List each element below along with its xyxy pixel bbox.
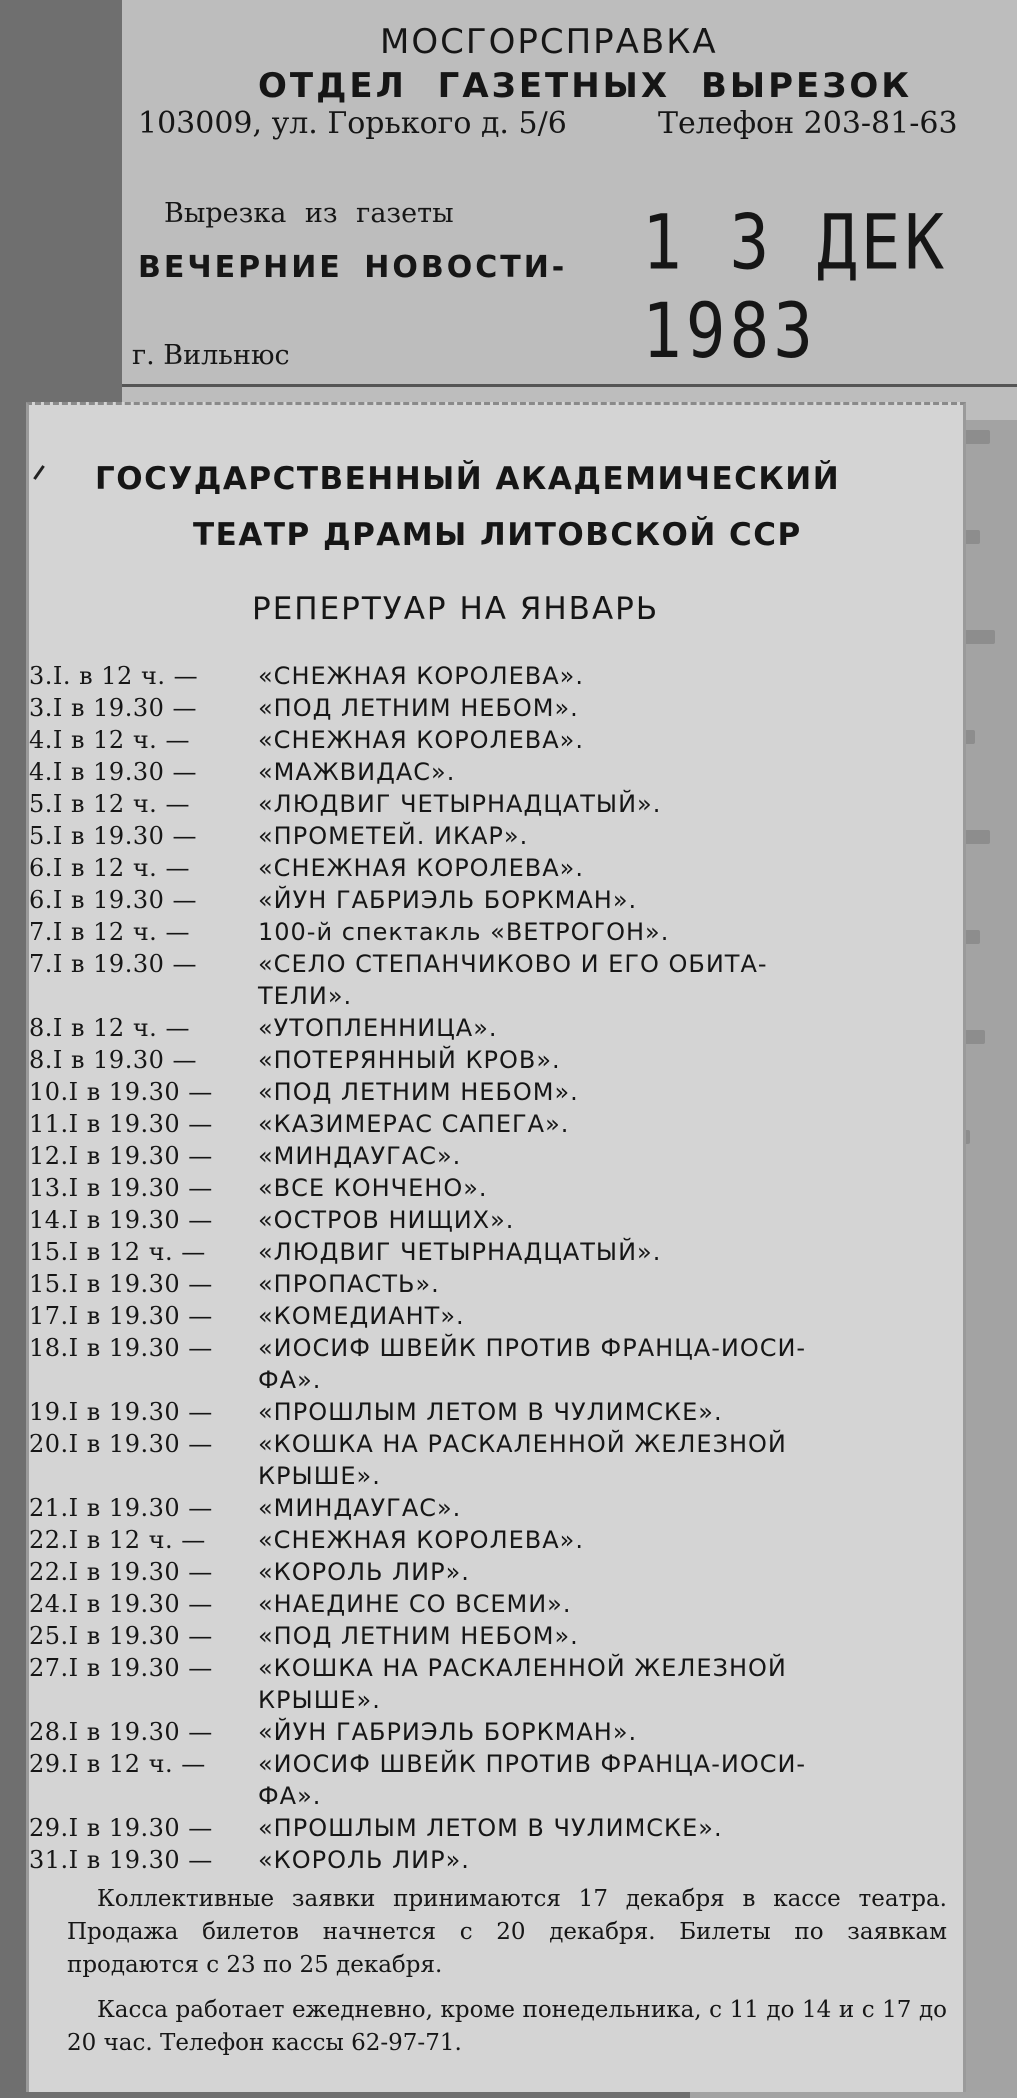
performance-title: «ПОД ЛЕТНИМ НЕБОМ». (258, 1622, 579, 1650)
city-label: г. Вильнюс (132, 340, 290, 371)
performance-title: «МИНДАУГАС». (258, 1142, 462, 1170)
performance-datetime: 22.I в 19.30 — (29, 1558, 213, 1586)
performance-datetime: 8.I в 12 ч. — (29, 1014, 190, 1042)
performance-title: «КОМЕДИАНТ». (258, 1302, 465, 1330)
performance-datetime: 24.I в 19.30 — (29, 1590, 213, 1618)
repertoire-row (29, 1748, 969, 1780)
repertoire-row (29, 788, 969, 820)
repertoire-row (29, 1620, 969, 1652)
performance-datetime: 25.I в 19.30 — (29, 1622, 213, 1650)
performance-datetime: 20.I в 19.30 — (29, 1430, 213, 1458)
repertoire-row (29, 1300, 969, 1332)
performance-title: «ОСТРОВ НИЩИХ». (258, 1206, 515, 1234)
repertoire-row (29, 756, 969, 788)
performance-title: «КОРОЛЬ ЛИР». (258, 1558, 470, 1586)
performance-title: ТЕЛИ». (258, 982, 353, 1010)
performance-datetime: 7.I в 19.30 — (29, 950, 197, 978)
performance-datetime: 4.I в 19.30 — (29, 758, 197, 786)
repertoire-heading: РЕПЕРТУАР НА ЯНВАРЬ (252, 591, 660, 627)
performance-datetime: 5.I в 19.30 — (29, 822, 197, 850)
performance-title: «ПОТЕРЯННЫЙ КРОВ». (258, 1046, 561, 1074)
performance-datetime: 15.I в 19.30 — (29, 1270, 213, 1298)
repertoire-list (29, 660, 969, 1876)
performance-datetime: 11.I в 19.30 — (29, 1110, 213, 1138)
repertoire-row (29, 1428, 969, 1460)
performance-datetime: 15.I в 12 ч. — (29, 1238, 206, 1266)
repertoire-row-continuation (29, 980, 969, 1012)
newspaper-clipping (26, 402, 966, 2092)
repertoire-row (29, 1332, 969, 1364)
performance-title: «КАЗИМЕРАС САПЕГА». (258, 1110, 570, 1138)
repertoire-row (29, 1268, 969, 1300)
repertoire-row (29, 1844, 969, 1876)
performance-title: «КОШКА НА РАСКАЛЕННОЙ ЖЕЛЕЗНОЙ (258, 1654, 787, 1682)
performance-title: 100-й спектакль «ВЕТРОГОН». (258, 918, 670, 946)
performance-datetime: 3.I в 19.30 — (29, 694, 197, 722)
performance-title: «НАЕДИНЕ СО ВСЕМИ». (258, 1590, 572, 1618)
cut-label: Вырезка из газеты (164, 198, 454, 229)
performance-title: «СНЕЖНАЯ КОРОЛЕВА». (258, 1526, 584, 1554)
archive-stamp-card (122, 0, 1017, 420)
performance-datetime: 22.I в 12 ч. — (29, 1526, 206, 1554)
repertoire-row (29, 1076, 969, 1108)
performance-datetime: 29.I в 12 ч. — (29, 1750, 206, 1778)
performance-datetime: 21.I в 19.30 — (29, 1494, 213, 1522)
performance-title: «ЙУН ГАБРИЭЛЬ БОРКМАН». (258, 886, 638, 914)
theatre-title-line1: ГОСУДАРСТВЕННЫЙ АКАДЕМИЧЕСКИЙ (95, 461, 841, 497)
performance-datetime: 12.I в 19.30 — (29, 1142, 213, 1170)
performance-title: «ПОД ЛЕТНИМ НЕБОМ». (258, 1078, 579, 1106)
repertoire-row (29, 1556, 969, 1588)
repertoire-row (29, 1812, 969, 1844)
repertoire-row (29, 1524, 969, 1556)
performance-datetime: 18.I в 19.30 — (29, 1334, 213, 1362)
repertoire-row (29, 660, 969, 692)
performance-datetime: 27.I в 19.30 — (29, 1654, 213, 1682)
stamp-address: 103009, ул. Горького д. 5/6 (138, 106, 567, 141)
performance-title: «СНЕЖНАЯ КОРОЛЕВА». (258, 854, 584, 882)
performance-title: «ПРОМЕТЕЙ. ИКАР». (258, 822, 529, 850)
performance-title: «ПРОПАСТЬ». (258, 1270, 440, 1298)
note-box-office: Касса работает ежедневно, кроме понедельника, с 11 до 14 и с 17 до 20 час. Телефон кассы 62-97-71. (67, 1997, 947, 2056)
repertoire-row-continuation (29, 1780, 969, 1812)
performance-datetime: 13.I в 19.30 — (29, 1174, 213, 1202)
stamp-org: МОСГОРСПРАВКА (380, 22, 718, 62)
performance-datetime: 19.I в 19.30 — (29, 1398, 213, 1426)
repertoire-row (29, 692, 969, 724)
repertoire-row (29, 1044, 969, 1076)
performance-datetime: 5.I в 12 ч. — (29, 790, 190, 818)
stamp-divider (122, 384, 1017, 387)
repertoire-row (29, 1172, 969, 1204)
repertoire-row (29, 1396, 969, 1428)
performance-title: «СЕЛО СТЕПАНЧИКОВО И ЕГО ОБИТА- (258, 950, 768, 978)
repertoire-row (29, 1204, 969, 1236)
performance-title: «ИОСИФ ШВЕЙК ПРОТИВ ФРАНЦА-ИОСИ- (258, 1334, 807, 1362)
repertoire-row (29, 1108, 969, 1140)
performance-datetime: 28.I в 19.30 — (29, 1718, 213, 1746)
repertoire-row (29, 820, 969, 852)
theatre-title-line2: ТЕАТР ДРАМЫ ЛИТОВСКОЙ ССР (193, 517, 802, 553)
stamp-address-line (138, 106, 958, 141)
performance-title: «ПРОШЛЫМ ЛЕТОМ В ЧУЛИМСКЕ». (258, 1814, 723, 1842)
performance-datetime: 6.I в 19.30 — (29, 886, 197, 914)
note-applications: Коллективные заявки принимаются 17 декабря в кассе театра. Продажа билетов начнется с 20 декабря. Билеты по заявкам продаются с 23 по 25 декабря. (67, 1886, 947, 1978)
performance-datetime: 6.I в 12 ч. — (29, 854, 190, 882)
notes-block (67, 1883, 947, 2072)
stamp-phone: Телефон 203-81-63 (658, 106, 958, 141)
performance-datetime: 31.I в 19.30 — (29, 1846, 213, 1874)
repertoire-row (29, 884, 969, 916)
performance-title: «ПОД ЛЕТНИМ НЕБОМ». (258, 694, 579, 722)
performance-datetime: 7.I в 12 ч. — (29, 918, 190, 946)
repertoire-row (29, 852, 969, 884)
repertoire-row (29, 1588, 969, 1620)
performance-title: «ИОСИФ ШВЕЙК ПРОТИВ ФРАНЦА-ИОСИ- (258, 1750, 807, 1778)
performance-title: ФА». (258, 1366, 322, 1394)
performance-title: «КОШКА НА РАСКАЛЕННОЙ ЖЕЛЕЗНОЙ (258, 1430, 787, 1458)
performance-title: ФА». (258, 1782, 322, 1810)
pencil-tick-mark (33, 465, 45, 480)
repertoire-row (29, 1716, 969, 1748)
stamp-department: ОТДЕЛ ГАЗЕТНЫХ ВЫРЕЗОК (258, 66, 913, 106)
performance-title: «МИНДАУГАС». (258, 1494, 462, 1522)
repertoire-row-continuation (29, 1364, 969, 1396)
performance-datetime: 17.I в 19.30 — (29, 1302, 213, 1330)
performance-datetime: 29.I в 19.30 — (29, 1814, 213, 1842)
performance-title: «КОРОЛЬ ЛИР». (258, 1846, 470, 1874)
performance-title: «ВСЕ КОНЧЕНО». (258, 1174, 488, 1202)
performance-title: «ЛЮДВИГ ЧЕТЫРНАДЦАТЫЙ». (258, 790, 662, 818)
performance-title: КРЫШЕ». (258, 1686, 381, 1714)
performance-title: «ПРОШЛЫМ ЛЕТОМ В ЧУЛИМСКЕ». (258, 1398, 723, 1426)
repertoire-row-continuation (29, 1460, 969, 1492)
repertoire-row-continuation (29, 1684, 969, 1716)
performance-title: «УТОПЛЕННИЦА». (258, 1014, 498, 1042)
repertoire-row (29, 1140, 969, 1172)
repertoire-row (29, 948, 969, 980)
repertoire-row (29, 1236, 969, 1268)
repertoire-row (29, 1012, 969, 1044)
performance-title: «СНЕЖНАЯ КОРОЛЕВА». (258, 662, 584, 690)
date-stamp: 1 3 ДЕК 1983 (642, 198, 949, 376)
newspaper-name: ВЕЧЕРНИЕ НОВОСТИ- (138, 250, 568, 285)
performance-datetime: 4.I в 12 ч. — (29, 726, 190, 754)
performance-datetime: 10.I в 19.30 — (29, 1078, 213, 1106)
performance-title: «СНЕЖНАЯ КОРОЛЕВА». (258, 726, 584, 754)
performance-title: «МАЖВИДАС». (258, 758, 456, 786)
repertoire-row (29, 1492, 969, 1524)
repertoire-row (29, 916, 969, 948)
repertoire-row (29, 724, 969, 756)
performance-title: «ЛЮДВИГ ЧЕТЫРНАДЦАТЫЙ». (258, 1238, 662, 1266)
performance-title: «ЙУН ГАБРИЭЛЬ БОРКМАН». (258, 1718, 638, 1746)
performance-title: КРЫШЕ». (258, 1462, 381, 1490)
performance-datetime: 8.I в 19.30 — (29, 1046, 197, 1074)
repertoire-row (29, 1652, 969, 1684)
performance-datetime: 3.I. в 12 ч. — (29, 662, 199, 690)
performance-datetime: 14.I в 19.30 — (29, 1206, 213, 1234)
